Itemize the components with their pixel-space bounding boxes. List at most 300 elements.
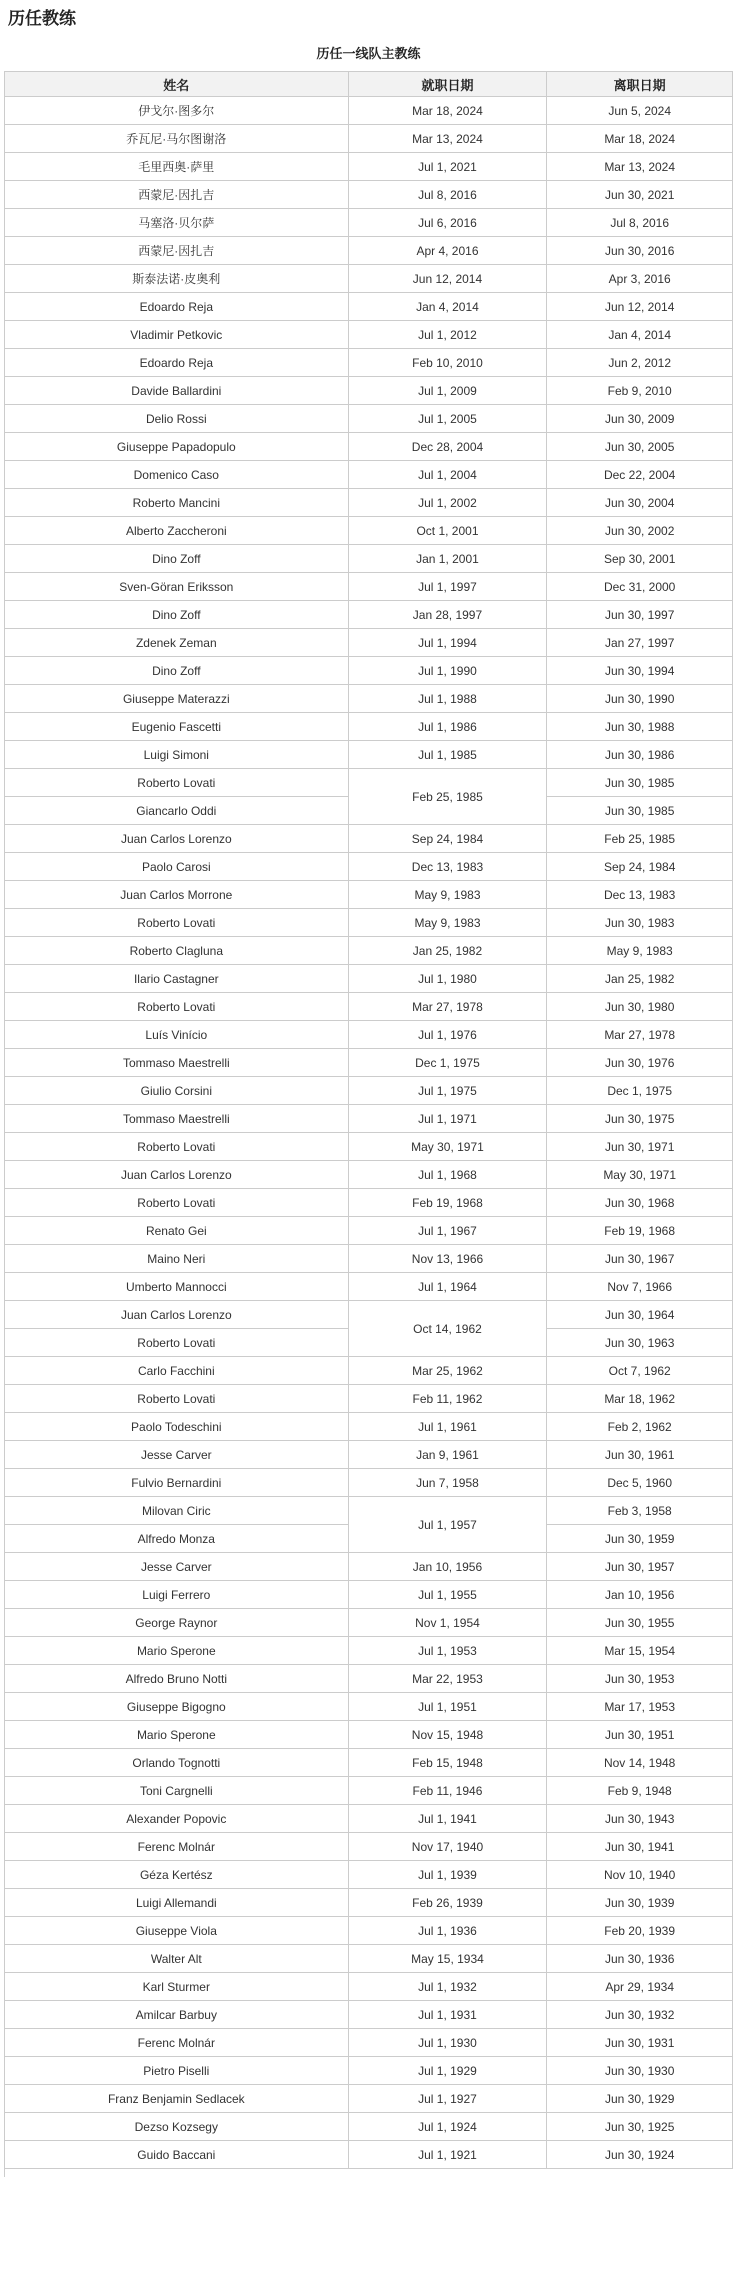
coach-name-cell: Luigi Simoni (5, 741, 349, 769)
start-date-cell: Oct 1, 2001 (348, 517, 547, 545)
table-row (5, 1749, 733, 1777)
start-date-cell: Jul 1, 1988 (348, 685, 547, 713)
coach-name-cell: 西蒙尼·因扎吉 (5, 181, 349, 209)
table-row (5, 1693, 733, 1721)
end-date-cell: Feb 25, 1985 (547, 825, 733, 853)
table-row (5, 265, 733, 293)
coach-name-cell: Amilcar Barbuy (5, 2001, 349, 2029)
start-date-cell: Jun 7, 1958 (348, 1469, 547, 1497)
table-row (5, 993, 733, 1021)
start-date-cell: Jul 1, 1964 (348, 1273, 547, 1301)
table-row (5, 685, 733, 713)
coaches-table-section (4, 46, 733, 2177)
table-row (5, 405, 733, 433)
table-row (5, 1441, 733, 1469)
coach-name-cell: Roberto Lovati (5, 1133, 349, 1161)
coach-name-cell: 乔瓦尼·马尔图谢洛 (5, 125, 349, 153)
start-date-cell: Nov 1, 1954 (348, 1609, 547, 1637)
start-date-cell: Jul 1, 1932 (348, 1973, 547, 2001)
table-row (5, 1497, 733, 1525)
coach-name-cell: 毛里西奥·萨里 (5, 153, 349, 181)
end-date-cell: Jun 30, 1925 (547, 2113, 733, 2141)
table-row (5, 2029, 733, 2057)
start-date-cell: Apr 4, 2016 (348, 237, 547, 265)
table-row (5, 1973, 733, 2001)
coach-name-cell: Edoardo Reja (5, 293, 349, 321)
coach-name-cell: Juan Carlos Lorenzo (5, 825, 349, 853)
start-date-cell: Oct 14, 1962 (348, 1301, 547, 1357)
end-date-cell: Jun 30, 1951 (547, 1721, 733, 1749)
coach-name-cell: Davide Ballardini (5, 377, 349, 405)
coach-name-cell: Carlo Facchini (5, 1357, 349, 1385)
end-date-cell: Mar 17, 1953 (547, 1693, 733, 1721)
start-date-cell: Jul 1, 1968 (348, 1161, 547, 1189)
table-header-row (5, 72, 733, 97)
header-name-cell: 姓名 (5, 72, 349, 97)
end-date-cell: Jun 30, 1985 (547, 797, 733, 825)
start-date-cell: Jul 1, 2004 (348, 461, 547, 489)
table-row (5, 769, 733, 797)
coach-name-cell: Vladimir Petkovic (5, 321, 349, 349)
end-date-cell: Feb 3, 1958 (547, 1497, 733, 1525)
end-date-cell: Jun 30, 1964 (547, 1301, 733, 1329)
table-row (5, 965, 733, 993)
end-date-cell: Nov 14, 1948 (547, 1749, 733, 1777)
start-date-cell: Feb 11, 1946 (348, 1777, 547, 1805)
end-date-cell: Mar 13, 2024 (547, 153, 733, 181)
coach-name-cell: Maino Neri (5, 1245, 349, 1273)
table-row (5, 1609, 733, 1637)
start-date-cell: Jul 1, 1976 (348, 1021, 547, 1049)
end-date-cell: Oct 7, 1962 (547, 1357, 733, 1385)
coach-name-cell: Ferenc Molnár (5, 1833, 349, 1861)
coach-name-cell: Domenico Caso (5, 461, 349, 489)
end-date-cell: Jun 30, 1943 (547, 1805, 733, 1833)
end-date-cell: Jul 8, 2016 (547, 209, 733, 237)
start-date-cell: Jul 1, 2009 (348, 377, 547, 405)
start-date-cell: Jul 1, 1929 (348, 2057, 547, 2085)
start-date-cell: Jul 1, 1967 (348, 1217, 547, 1245)
table-row (5, 1777, 733, 1805)
end-date-cell: Jun 30, 2021 (547, 181, 733, 209)
table-row (5, 517, 733, 545)
start-date-cell: Jul 6, 2016 (348, 209, 547, 237)
table-row (5, 1245, 733, 1273)
start-date-cell: Jul 1, 1980 (348, 965, 547, 993)
end-date-cell: Jun 30, 1957 (547, 1553, 733, 1581)
end-date-cell: Mar 18, 2024 (547, 125, 733, 153)
table-row (5, 209, 733, 237)
end-date-cell: Jun 30, 1980 (547, 993, 733, 1021)
table-row (5, 2001, 733, 2029)
start-date-cell: Feb 26, 1939 (348, 1889, 547, 1917)
end-date-cell: Jun 30, 1924 (547, 2141, 733, 2169)
coach-name-cell: Tommaso Maestrelli (5, 1049, 349, 1077)
table-row (5, 1665, 733, 1693)
coach-name-cell: 伊戈尔·图多尔 (5, 97, 349, 125)
start-date-cell: Jul 1, 1921 (348, 2141, 547, 2169)
table-row (5, 237, 733, 265)
table-row (5, 1581, 733, 1609)
table-caption: 历任一线队主教练 (316, 46, 421, 61)
start-date-cell: Nov 15, 1948 (348, 1721, 547, 1749)
coach-name-cell: Roberto Lovati (5, 1329, 349, 1357)
start-date-cell: Mar 22, 1953 (348, 1665, 547, 1693)
coach-name-cell: Roberto Lovati (5, 1189, 349, 1217)
table-row (5, 909, 733, 937)
end-date-cell: Jun 30, 1941 (547, 1833, 733, 1861)
end-date-cell: Sep 24, 1984 (547, 853, 733, 881)
end-date-cell: Jun 30, 1953 (547, 1665, 733, 1693)
end-date-cell: Dec 13, 1983 (547, 881, 733, 909)
end-date-cell: Apr 29, 1934 (547, 1973, 733, 2001)
start-date-cell: Jul 1, 1990 (348, 657, 547, 685)
table-row (5, 573, 733, 601)
end-date-cell: Jun 30, 1997 (547, 601, 733, 629)
table-row (5, 1077, 733, 1105)
coach-name-cell: Walter Alt (5, 1945, 349, 1973)
coach-name-cell: Edoardo Reja (5, 349, 349, 377)
end-date-cell: Mar 18, 1962 (547, 1385, 733, 1413)
coach-name-cell: Giuseppe Bigogno (5, 1693, 349, 1721)
coach-name-cell: Alfredo Bruno Notti (5, 1665, 349, 1693)
coach-name-cell: Géza Kertész (5, 1861, 349, 1889)
start-date-cell: Jul 1, 1985 (348, 741, 547, 769)
start-date-cell: Jul 1, 2021 (348, 153, 547, 181)
coach-name-cell: Dino Zoff (5, 657, 349, 685)
end-date-cell: Jun 30, 2004 (547, 489, 733, 517)
table-row (5, 2057, 733, 2085)
coach-name-cell: Alberto Zaccheroni (5, 517, 349, 545)
start-date-cell: Jan 4, 2014 (348, 293, 547, 321)
start-date-cell: Jul 1, 2002 (348, 489, 547, 517)
end-date-cell: Mar 15, 1954 (547, 1637, 733, 1665)
start-date-cell: Mar 25, 1962 (348, 1357, 547, 1385)
end-date-cell: Jun 30, 1971 (547, 1133, 733, 1161)
table-row (5, 321, 733, 349)
table-row (5, 1469, 733, 1497)
coach-name-cell: Ferenc Molnár (5, 2029, 349, 2057)
start-date-cell: Sep 24, 1984 (348, 825, 547, 853)
coach-name-cell: Giuseppe Materazzi (5, 685, 349, 713)
start-date-cell: Nov 13, 1966 (348, 1245, 547, 1273)
end-date-cell: Dec 5, 1960 (547, 1469, 733, 1497)
start-date-cell: Feb 19, 1968 (348, 1189, 547, 1217)
end-date-cell: Jun 30, 1975 (547, 1105, 733, 1133)
start-date-cell: Jul 1, 1971 (348, 1105, 547, 1133)
table-row (5, 1105, 733, 1133)
end-date-cell: Nov 10, 1940 (547, 1861, 733, 1889)
end-date-cell: Jun 30, 1961 (547, 1441, 733, 1469)
header-end-date-cell: 离职日期 (547, 72, 733, 97)
start-date-cell: Jul 1, 1957 (348, 1497, 547, 1553)
end-date-cell: Jun 12, 2014 (547, 293, 733, 321)
start-date-cell: Feb 25, 1985 (348, 769, 547, 825)
coach-name-cell: Alexander Popovic (5, 1805, 349, 1833)
start-date-cell: Jul 1, 1961 (348, 1413, 547, 1441)
start-date-cell: May 30, 1971 (348, 1133, 547, 1161)
table-row (5, 1917, 733, 1945)
coach-name-cell: Fulvio Bernardini (5, 1469, 349, 1497)
table-row (5, 629, 733, 657)
coach-name-cell: Dino Zoff (5, 545, 349, 573)
start-date-cell: Jul 1, 1924 (348, 2113, 547, 2141)
table-row (5, 1049, 733, 1077)
end-date-cell: Jun 30, 2009 (547, 405, 733, 433)
coach-name-cell: Umberto Mannocci (5, 1273, 349, 1301)
start-date-cell: Jan 25, 1982 (348, 937, 547, 965)
coach-name-cell: Renato Gei (5, 1217, 349, 1245)
table-row (5, 293, 733, 321)
end-date-cell: Feb 19, 1968 (547, 1217, 733, 1245)
coach-name-cell: Roberto Lovati (5, 993, 349, 1021)
coach-name-cell: Karl Sturmer (5, 1973, 349, 2001)
start-date-cell: Jan 10, 1956 (348, 1553, 547, 1581)
end-date-cell: Dec 31, 2000 (547, 573, 733, 601)
coach-name-cell: Milovan Ciric (5, 1497, 349, 1525)
end-date-cell: Jun 30, 1929 (547, 2085, 733, 2113)
end-date-cell: May 30, 1971 (547, 1161, 733, 1189)
end-date-cell: Sep 30, 2001 (547, 545, 733, 573)
table-row (5, 1161, 733, 1189)
table-row (5, 881, 733, 909)
coach-name-cell: Roberto Lovati (5, 909, 349, 937)
coach-name-cell: Sven-Göran Eriksson (5, 573, 349, 601)
end-date-cell: Jun 2, 2012 (547, 349, 733, 377)
coach-name-cell: Juan Carlos Morrone (5, 881, 349, 909)
table-row (5, 601, 733, 629)
table-row (5, 1945, 733, 1973)
table-row (5, 1189, 733, 1217)
table-row (5, 1833, 733, 1861)
coach-name-cell: Luigi Allemandi (5, 1889, 349, 1917)
coach-name-cell: Ilario Castagner (5, 965, 349, 993)
start-date-cell: Feb 15, 1948 (348, 1749, 547, 1777)
page-title: 历任教练 (8, 9, 76, 28)
start-date-cell: Jul 1, 1939 (348, 1861, 547, 1889)
coach-name-cell: Dino Zoff (5, 601, 349, 629)
start-date-cell: May 15, 1934 (348, 1945, 547, 1973)
table-row (5, 489, 733, 517)
start-date-cell: Jul 8, 2016 (348, 181, 547, 209)
start-date-cell: Dec 28, 2004 (348, 433, 547, 461)
start-date-cell: Feb 10, 2010 (348, 349, 547, 377)
end-date-cell: Jun 30, 1955 (547, 1609, 733, 1637)
end-date-cell: Jun 30, 2002 (547, 517, 733, 545)
end-date-cell: Nov 7, 1966 (547, 1273, 733, 1301)
header-start-date-cell: 就职日期 (348, 72, 547, 97)
coach-name-cell: Guido Baccani (5, 2141, 349, 2169)
table-row (5, 1357, 733, 1385)
end-date-cell: Jun 30, 1967 (547, 1245, 733, 1273)
end-date-cell: Dec 22, 2004 (547, 461, 733, 489)
table-row (5, 1385, 733, 1413)
start-date-cell: Dec 13, 1983 (348, 853, 547, 881)
start-date-cell: Jul 1, 1927 (348, 2085, 547, 2113)
end-date-cell: Jan 4, 2014 (547, 321, 733, 349)
start-date-cell: Jul 1, 1930 (348, 2029, 547, 2057)
end-date-cell: Jun 30, 2005 (547, 433, 733, 461)
end-date-cell: Jun 30, 1932 (547, 2001, 733, 2029)
start-date-cell: Mar 18, 2024 (348, 97, 547, 125)
coaches-table (4, 71, 733, 2169)
coach-name-cell: Paolo Todeschini (5, 1413, 349, 1441)
start-date-cell: Jan 9, 1961 (348, 1441, 547, 1469)
start-date-cell: Jul 1, 2005 (348, 405, 547, 433)
coach-name-cell: Toni Cargnelli (5, 1777, 349, 1805)
table-row (5, 433, 733, 461)
start-date-cell: Jul 1, 1941 (348, 1805, 547, 1833)
end-date-cell: Jun 5, 2024 (547, 97, 733, 125)
end-date-cell: Apr 3, 2016 (547, 265, 733, 293)
table-row (5, 1637, 733, 1665)
coach-name-cell: Dezso Kozsegy (5, 2113, 349, 2141)
table-row (5, 741, 733, 769)
start-date-cell: Jul 1, 1994 (348, 629, 547, 657)
end-date-cell: Jun 30, 2016 (547, 237, 733, 265)
coach-name-cell: Giulio Corsini (5, 1077, 349, 1105)
coach-name-cell: Mario Sperone (5, 1637, 349, 1665)
coach-name-cell: Luís Vinício (5, 1021, 349, 1049)
coach-name-cell: Juan Carlos Lorenzo (5, 1301, 349, 1329)
coach-name-cell: Roberto Lovati (5, 769, 349, 797)
coach-name-cell: Roberto Lovati (5, 1385, 349, 1413)
coaches-table-body (5, 97, 733, 2169)
coach-name-cell: 斯泰法诺·皮奥利 (5, 265, 349, 293)
end-date-cell: Jun 30, 1983 (547, 909, 733, 937)
start-date-cell: May 9, 1983 (348, 909, 547, 937)
start-date-cell: Jul 1, 1986 (348, 713, 547, 741)
end-date-cell: Jan 27, 1997 (547, 629, 733, 657)
start-date-cell: Jul 1, 1997 (348, 573, 547, 601)
start-date-cell: Jul 1, 2012 (348, 321, 547, 349)
coach-name-cell: 马塞洛·贝尔萨 (5, 209, 349, 237)
end-date-cell: Jun 30, 1968 (547, 1189, 733, 1217)
table-row (5, 1217, 733, 1245)
table-row (5, 1273, 733, 1301)
coach-name-cell: Delio Rossi (5, 405, 349, 433)
coach-name-cell: Franz Benjamin Sedlacek (5, 2085, 349, 2113)
table-row (5, 1889, 733, 1917)
table-row (5, 1721, 733, 1749)
coach-name-cell: Roberto Clagluna (5, 937, 349, 965)
table-row (5, 461, 733, 489)
start-date-cell: Feb 11, 1962 (348, 1385, 547, 1413)
table-row (5, 97, 733, 125)
table-row (5, 937, 733, 965)
coach-name-cell: Orlando Tognotti (5, 1749, 349, 1777)
coach-name-cell: Jesse Carver (5, 1553, 349, 1581)
start-date-cell: Jul 1, 1931 (348, 2001, 547, 2029)
table-row (5, 853, 733, 881)
coach-name-cell: Tommaso Maestrelli (5, 1105, 349, 1133)
table-row (5, 1413, 733, 1441)
coach-name-cell: Jesse Carver (5, 1441, 349, 1469)
end-date-cell: Feb 2, 1962 (547, 1413, 733, 1441)
end-date-cell: May 9, 1983 (547, 937, 733, 965)
table-row (5, 181, 733, 209)
coach-name-cell: 西蒙尼·因扎吉 (5, 237, 349, 265)
coach-name-cell: Pietro Piselli (5, 2057, 349, 2085)
end-date-cell: Feb 9, 1948 (547, 1777, 733, 1805)
end-date-cell: Feb 20, 1939 (547, 1917, 733, 1945)
start-date-cell: Jul 1, 1936 (348, 1917, 547, 1945)
end-date-cell: Jun 30, 1936 (547, 1945, 733, 1973)
end-date-cell: Jun 30, 1988 (547, 713, 733, 741)
table-row (5, 1805, 733, 1833)
table-row (5, 713, 733, 741)
start-date-cell: Jun 12, 2014 (348, 265, 547, 293)
end-date-cell: Jun 30, 1959 (547, 1525, 733, 1553)
clipped-next-row-border (4, 2169, 5, 2177)
table-row (5, 1021, 733, 1049)
table-row (5, 1553, 733, 1581)
table-row (5, 377, 733, 405)
start-date-cell: Dec 1, 1975 (348, 1049, 547, 1077)
end-date-cell: Jun 30, 1976 (547, 1049, 733, 1077)
end-date-cell: Jun 30, 1994 (547, 657, 733, 685)
start-date-cell: Jul 1, 1975 (348, 1077, 547, 1105)
table-row (5, 1861, 733, 1889)
table-row (5, 349, 733, 377)
end-date-cell: Jun 30, 1963 (547, 1329, 733, 1357)
start-date-cell: Jul 1, 1951 (348, 1693, 547, 1721)
coach-name-cell: Alfredo Monza (5, 1525, 349, 1553)
table-row (5, 125, 733, 153)
coach-name-cell: Roberto Mancini (5, 489, 349, 517)
table-row (5, 1301, 733, 1329)
coach-name-cell: Juan Carlos Lorenzo (5, 1161, 349, 1189)
coach-name-cell: Mario Sperone (5, 1721, 349, 1749)
coach-name-cell: Luigi Ferrero (5, 1581, 349, 1609)
start-date-cell: Mar 13, 2024 (348, 125, 547, 153)
end-date-cell: Mar 27, 1978 (547, 1021, 733, 1049)
table-row (5, 2085, 733, 2113)
coach-name-cell: Zdenek Zeman (5, 629, 349, 657)
end-date-cell: Jun 30, 1930 (547, 2057, 733, 2085)
start-date-cell: Jul 1, 1953 (348, 1637, 547, 1665)
end-date-cell: Feb 9, 2010 (547, 377, 733, 405)
start-date-cell: Jul 1, 1955 (348, 1581, 547, 1609)
coach-name-cell: Giancarlo Oddi (5, 797, 349, 825)
end-date-cell: Jan 25, 1982 (547, 965, 733, 993)
coach-name-cell: Giuseppe Papadopulo (5, 433, 349, 461)
start-date-cell: May 9, 1983 (348, 881, 547, 909)
table-row (5, 545, 733, 573)
start-date-cell: Nov 17, 1940 (348, 1833, 547, 1861)
end-date-cell: Jun 30, 1990 (547, 685, 733, 713)
start-date-cell: Jan 1, 2001 (348, 545, 547, 573)
end-date-cell: Dec 1, 1975 (547, 1077, 733, 1105)
table-row (5, 825, 733, 853)
table-row (5, 657, 733, 685)
coach-name-cell: Giuseppe Viola (5, 1917, 349, 1945)
end-date-cell: Jan 10, 1956 (547, 1581, 733, 1609)
end-date-cell: Jun 30, 1986 (547, 741, 733, 769)
coach-name-cell: Paolo Carosi (5, 853, 349, 881)
start-date-cell: Jan 28, 1997 (348, 601, 547, 629)
table-row (5, 1133, 733, 1161)
coach-name-cell: Eugenio Fascetti (5, 713, 349, 741)
table-row (5, 2113, 733, 2141)
coach-name-cell: George Raynor (5, 1609, 349, 1637)
table-row (5, 153, 733, 181)
start-date-cell: Mar 27, 1978 (348, 993, 547, 1021)
end-date-cell: Jun 30, 1931 (547, 2029, 733, 2057)
end-date-cell: Jun 30, 1985 (547, 769, 733, 797)
end-date-cell: Jun 30, 1939 (547, 1889, 733, 1917)
table-row (5, 2141, 733, 2169)
